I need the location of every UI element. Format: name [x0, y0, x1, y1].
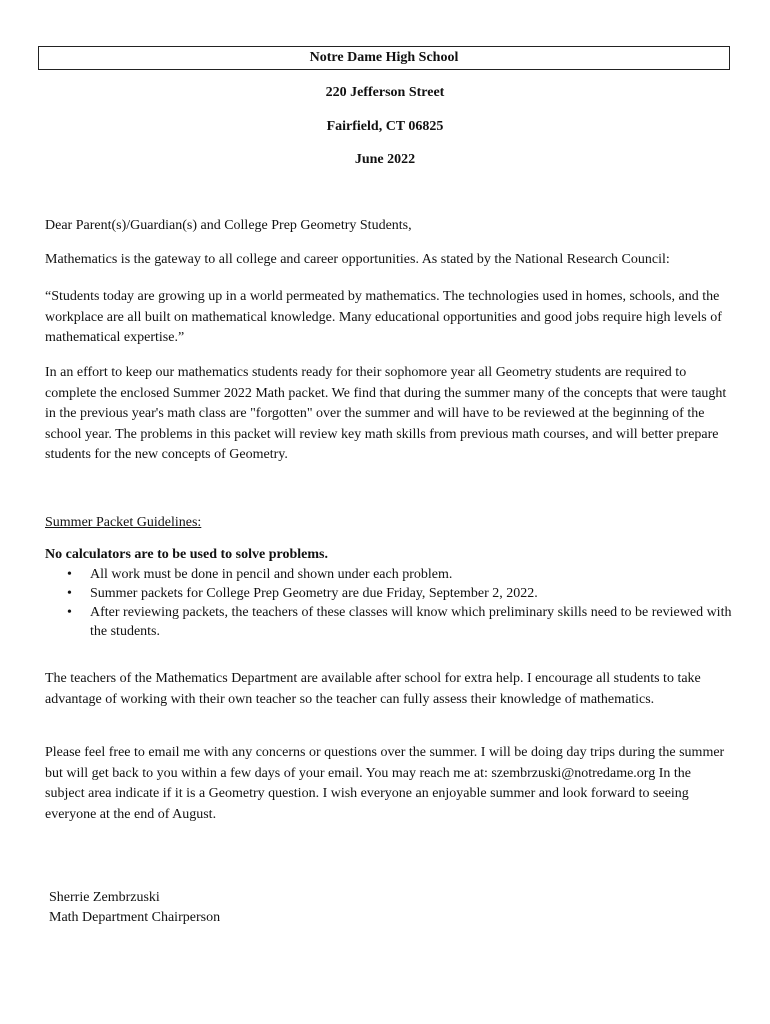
guidelines-list: [45, 565, 735, 641]
school-name: Notre Dame High School: [309, 50, 459, 65]
list-item: [45, 603, 735, 641]
salutation: Dear Parent(s)/Guardian(s) and College Prep Geometry Students,: [45, 218, 412, 233]
school-city: Fairfield, CT 06825: [326, 119, 444, 134]
list-item-text: After reviewing packets, the teachers of these classes will know which preliminary skills need to be reviewed with the students.: [90, 605, 732, 639]
list-item: [45, 584, 735, 603]
school-name-box: [38, 46, 730, 70]
signature-title: Math Department Chairperson: [49, 910, 221, 925]
teachers-paragraph: The teachers of the Mathematics Department are available after school for extra help. I encourage all students to take advantage of working with their own teacher so the teacher can fully assess their knowledge of mathematics.: [45, 671, 701, 707]
list-item-text: Summer packets for College Prep Geometry are due Friday, September 2, 2022.: [90, 586, 538, 601]
bullet-icon: •: [67, 605, 72, 620]
quote-paragraph: “Students today are growing up in a world permeated by mathematics. The technologies used in homes, schools, and the workplace are all built on mathematical knowledge. Many educational opportunities and good jobs require high levels of mathematical expertise.”: [45, 289, 722, 345]
bullet-icon: •: [67, 567, 72, 582]
effort-paragraph: In an effort to keep our mathematics students ready for their sophomore year all Geometry students are required to complete the enclosed Summer 2022 Math packet. We find that during the summer many of the concepts that were taught in the previous year's math class are "forgotten" over the summer and will have to be reviewed at the beginning of the school year. The problems in this packet will review key math skills from previous math courses, and will better prepare students for the new concepts of Geometry.: [45, 365, 727, 462]
list-item: [45, 565, 735, 584]
letter-date: June 2022: [354, 152, 416, 167]
intro-paragraph: Mathematics is the gateway to all college and career opportunities. As stated by the National Research Council:: [45, 252, 670, 267]
signature-name: Sherrie Zembrzuski: [49, 890, 160, 905]
calculators-note: No calculators are to be used to solve problems.: [45, 547, 328, 562]
guidelines-heading: Summer Packet Guidelines:: [45, 515, 202, 530]
bullet-icon: •: [67, 586, 72, 601]
list-item-text: All work must be done in pencil and shown under each problem.: [90, 567, 453, 582]
email-paragraph: Please feel free to email me with any concerns or questions over the summer. I will be doing day trips during the summer but will get back to you within a few days of your email. You may reach me at: szembrzuski@notredame.org In the subject area indicate if it is a Geometry question. I wish everyone an enjoyable summer and look forward to seeing everyone at the end of August.: [45, 745, 725, 822]
school-street: 220 Jefferson Street: [325, 85, 445, 100]
